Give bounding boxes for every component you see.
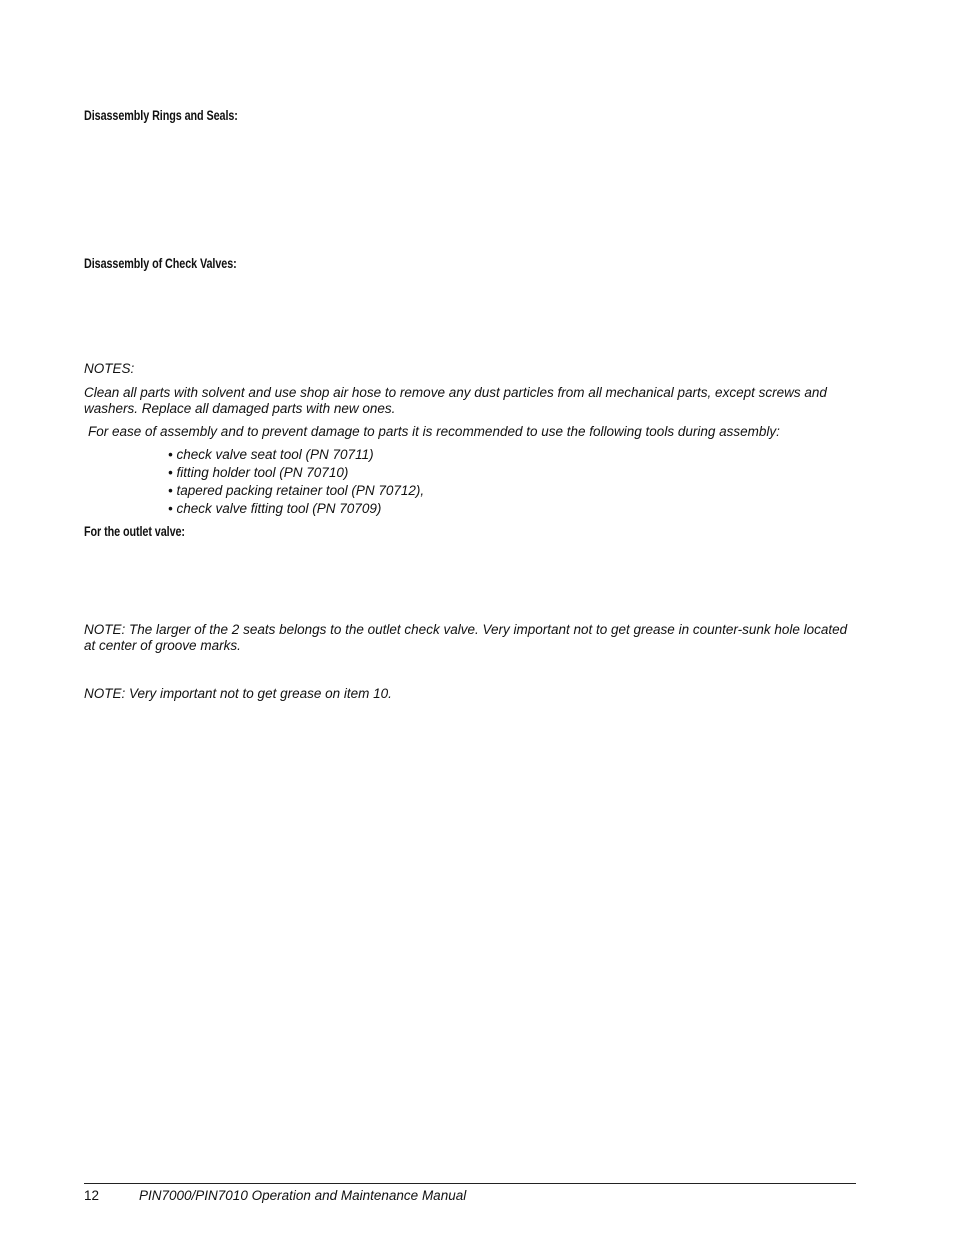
tool-item-check-valve-fitting: • check valve fitting tool (PN 70709) (168, 501, 382, 516)
tool-item-tapered-packing-retainer: • tapered packing retainer tool (PN 70712), (168, 483, 425, 498)
note-item-10: NOTE: Very important not to get grease on item 10. (84, 686, 392, 701)
page-number: 12 (84, 1188, 100, 1203)
notes-label: NOTES: (84, 361, 135, 376)
section-heading-outlet-valve: For the outlet valve: (84, 524, 185, 539)
footer-manual-title: PIN7000/PIN7010 Operation and Maintenance Manual (139, 1188, 467, 1203)
tool-item-fitting-holder: • fitting holder tool (PN 70710) (168, 465, 349, 480)
tool-item-check-valve-seat: • check valve seat tool (PN 70711) (168, 447, 374, 462)
notes-clean-parts: Clean all parts with solvent and use shop air hose to remove any dust particles from all mechanical parts, except screws and washers. Replace all damaged parts with new ones. (84, 385, 827, 416)
tools-list (168, 446, 424, 518)
footer-divider (84, 1183, 856, 1184)
section-heading-check-valves: Disassembly of Check Valves: (84, 256, 237, 271)
section-heading-rings-seals: Disassembly Rings and Seals: (84, 108, 238, 123)
notes-tools-intro: For ease of assembly and to prevent damage to parts it is recommended to use the following tools during assembly: (88, 424, 780, 439)
note-larger-seat: NOTE: The larger of the 2 seats belongs to the outlet check valve. Very important not to get grease in counter-sunk hole located at center of groove marks. (84, 622, 848, 653)
